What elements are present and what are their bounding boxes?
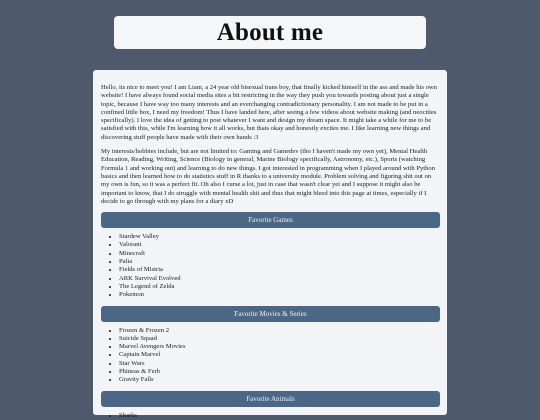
list-item: • ARK Survival Evolved	[119, 275, 440, 283]
list-item: • Palia	[119, 258, 440, 266]
intro-paragraph-1: Hello, its nice to meet you! I am Liam, a 24 year old bisexual trans boy, that finally kicked himself in the ass and made his own website! I have always found social media sites a bit restricting in the way they push you towards posting about just a single topic, because I have way too many interests and an everchanging contradictionary personality. I am not made to be put in a confined little box, I need my freedom! Thus I have landed here, after seeing a few videos about website making (and neocities specifically). I love the idea of getting to post whatever I want and design my dream space. It might take a while for me to be satisfied with this, while I'm learning how it all works, but thats okay and honestly excites me. I like learning new things and discovering stuff people have made with their own hands :3	[101, 84, 437, 141]
favorite-games-list	[101, 233, 440, 299]
list-item: • Valorant	[119, 241, 440, 249]
favorite-games-header: Favorite Games	[101, 212, 440, 228]
list-item: • Gravity Falls	[119, 376, 440, 384]
list-item: • Fields of Mistria	[119, 266, 440, 274]
list-item: • Star Wars	[119, 360, 440, 368]
favorite-movies-header: Favorite Movies & Series	[101, 306, 440, 322]
about-content	[93, 70, 447, 419]
list-item: • Pokemon	[119, 291, 440, 299]
favorite-animals-list	[101, 412, 440, 420]
list-item: • The Legend of Zelda	[119, 283, 440, 291]
favorite-movies-list	[101, 327, 440, 385]
favorite-animals-header: Favorite Animals	[101, 391, 440, 407]
list-item: • Frozen & Frozen 2	[119, 327, 440, 335]
intro-paragraph-2: My interests/hobbies include, but are not limited to: Gaming and Gamedev (tho I haven't made my own yet), Mental Health Education, Reading, Writing, Science (Biology in general, Marine Biology specifically, Astronomy, etc.), Sports (watching Formula 1 and working out) and learning to do new things. I got interested in programming when I played around with Python basics and then learned how to do statistics stuff in R thanks to a university module. Problem solving and figuring shit out on my own is fun, so it was a perfect fit. Oh also I curse a lot, just in case that wasn't clear yet and I suppose it might also be important to know, that I do struggle with mental health shit and thus that might bleed into this page at times, especially if I decide to go through with my plans for a diary xD	[101, 148, 436, 205]
list-item: • Captain Marvel	[119, 351, 440, 359]
page-title-box	[114, 16, 426, 49]
page-title: About me	[216, 18, 324, 46]
list-item: • Minecraft	[119, 250, 440, 258]
list-item: • Phineas & Ferb	[119, 368, 440, 376]
list-item: • Marvel Avengers Movies	[119, 343, 440, 351]
list-item: • Stardew Valley	[119, 233, 440, 241]
list-item: • Sharks	[119, 412, 440, 420]
list-item: • Suicide Squad	[119, 335, 440, 343]
